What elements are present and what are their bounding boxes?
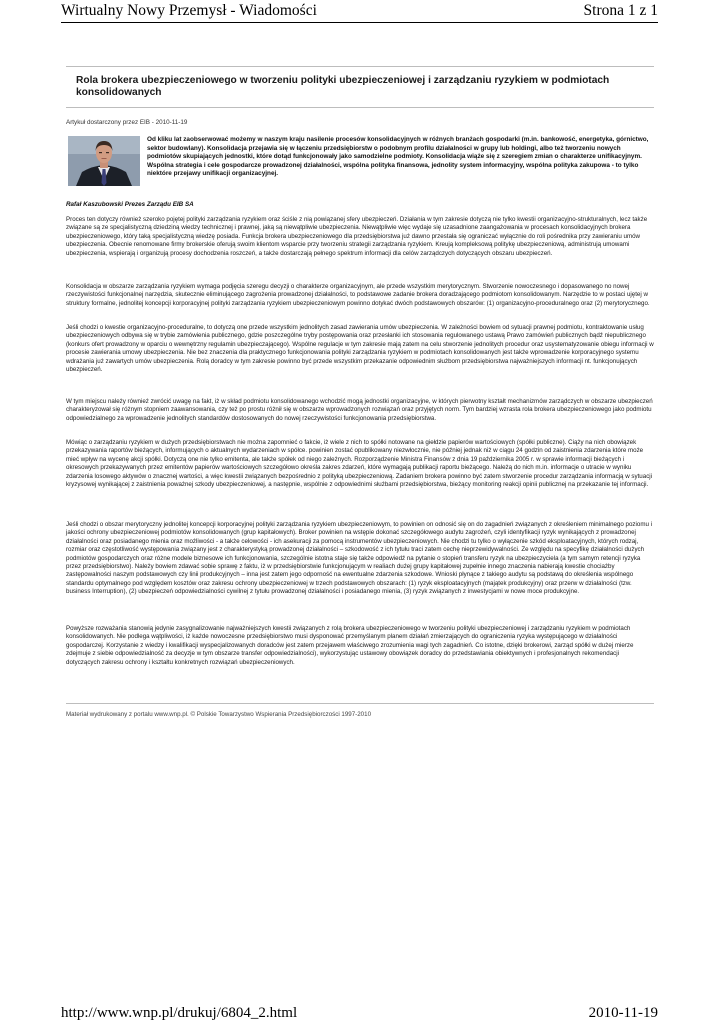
- article-lead: Od kliku lat zaobserwować możemy w naszym kraju nasilenie procesów konsolidacyjnych w różnych branżach gospodarki (m.in. bankowość, energetyka, górnictwo, sektor budowlany). Konsolidacja przejawia się w łączeniu przedsiębiorstw o podobnym profilu działalności w grupy lub holdingi, albo też tworzeniu nowych podmiotów skupiających jednostki, które dotąd funkcjonowały jako samodzielne podmioty. Konsolidacja wiąże się z szeregiem zmian o charakterze unifikacyjnym. Wspólna strategia i cele gospodarcze prowadzonej działalności, wspólna polityka finansowa, jednolity system informacyjny, wspólna polityka zakupowa - to tylko niektóre przejawy unifikacji organizacyjnej.: [147, 136, 649, 178]
- print-date: 2010-11-19: [588, 1005, 658, 1021]
- article-author: Rafał Kaszubowski Prezes Zarządu EIB SA: [66, 201, 194, 208]
- print-header: [61, 2, 658, 22]
- title-bottom-divider: [66, 107, 654, 108]
- article-paragraph-6: Jeśli chodzi o obszar merytoryczny jednolitej koncepcji korporacyjnej polityki zarządzania ryzykiem ubezpieczeniowym, to powinien on odnosić się on do zagadnień związanych z określeniem minimalnego poziomu i jakości ochrony ubezpieczeniowej podmiotów konsolidowanych (grup kapitałowych). Broker powinien na wstępie dokonać szczegółowego audytu zagrożeń, czyli identyfikacji ryzyk wynikających z prowadzonej działalności oraz posiadanego mienia oraz możliwości - a także celowości - ich asekuracji za pomocą instrumentów ubezpieczeniowych. Nie chodzi tu tylko o wyłączenie szkód eksploatacyjnych, których rodzaj, rozmiar oraz częstotliwość występowania związany jest z charakterystyką prowadzonej działalności – szkodowość z ich tytułu traci zatem cechę nieprzewidywalności. Ze względu na specyfikę działalności dużych podmiotów gospodarczych oraz różne modele biznesowe ich funkcjonowania, szczególnie istotna staje się także odpowiedź na pytanie o stopień transferu ryzyk na ubezpieczyciela (a tym samym retencji ryzyka przez przedsiębiorstwo). Należy bowiem zdawać sobie sprawę z faktu, iż w przedsiębiorstwie funkcjonującym w realiach dużej grupy kapitałowej zupełnie innego znaczenia nabierają kwestie chociażby zastępowalności naszym podstawowych czy linii produkcyjnych – inna jest zatem jego odporność na ewentualne zdarzenia szkodowe. Wnioski płynące z takiego audytu są podstawą do określenia wspólnego standardu optymalnego pod względem kosztów oraz zakresu ochrony ubezpieczeniowej w trzech podstawowych obszarach: (1) ryzyk eksploatacyjnych (majątek produkcyjny) oraz przerw w działalności (tzw. business Interruption), (2) ubezpieczeń odpowiedzialności cywilnej z tytułu prowadzonej działalności i posiadanego mienia, (3) ryzyk związanych z inwestycjami w nowe moce produkcyjne.: [66, 521, 653, 596]
- footer-divider: [66, 703, 654, 704]
- article-meta: Artykuł dostarczony przez EIB - 2010-11-19: [66, 119, 188, 126]
- header-divider: [61, 22, 658, 23]
- portrait-icon: [68, 136, 140, 186]
- print-footer-note: Materiał wydrukowany z portalu www.wnp.pl. © Polskie Towarzystwo Wspierania Przedsiębiorczości 1997-2010: [66, 711, 372, 718]
- print-footer: [61, 1005, 658, 1023]
- page-url[interactable]: http://www.wnp.pl/drukuj/6804_2.html: [61, 1005, 298, 1021]
- title-top-divider: [66, 66, 654, 67]
- article-paragraph-1: Proces ten dotyczy również szeroko pojętej polityki zarządzania ryzykiem oraz ściśle z nią powiązanej sfery ubezpieczeń. Działania w tym zakresie dotyczą nie tylko kwestii organizacyjno-strukturalnych, lecz także związane są ze specjalistyczną dziedziną wiedzy technicznej i prawnej, jaką są niewątpliwie ubezpieczenia. Niewątpliwie więc wydaje się uzasadnione zaangażowania w procesach konsolidacyjnych brokera ubezpieczeniowego, który taką specjalistyczną wiedzę posiada. Funkcja brokera ubezpieczeniowego dla przedsiębiorstwa już dawno przestała się ograniczać wyłącznie do roli pośrednika przy zawieraniu umów ubezpieczenia. Obecnie renomowane firmy brokerskie oferują swoim klientom wsparcie przy tworzeniu strategii zarządzania ryzykiem. Kreują kompleksową politykę ubezpieczeniową, administrują umowami ubezpieczenia, wspierają i organizują procesy dochodzenia roszczeń, a także dostarczają pełnego spektrum informacji dla celów zarządczych dotyczących obszaru ubezpieczeń.: [66, 216, 648, 257]
- article-title: Rola brokera ubezpieczeniowego w tworzeniu polityki ubezpieczeniowej i zarządzaniu ryzykiem w podmiotach konsolidowanych: [76, 75, 610, 98]
- article-paragraph-5: Mówiąc o zarządzaniu ryzykiem w dużych przedsiębiorstwach nie można zapomnieć o fakcie, iż wiele z nich to spółki notowane na giełdzie papierów wartościowych (spółki publiczne). Ciąży na nich obowiązek przekazywania raportów bieżących, informujących o aktualnych wydarzeniach w spółce. powinien zostać opublikowany niezwłocznie, nie później jednak niż w ciągu 24 godzin od zaistnienia zdarzenia które może mieć wpływ na wycenę akcji spółki. Dotyczą one nie tylko emitenta, ale także spółek od niego zależnych. Rozporządzenie Ministra Finansów z dnia 19 października 2005 r. w sprawie informacji bieżących i okresowych przekazywanych przez emitentów papierów wartościowych szczegółowo określa zakres zdarzeń, które wymagają publikacji raportu bieżącego. Należą do nich m.in. informacje o utracie w wyniku zdarzenia losowego aktywów o znacznej wartości, a więc kwestii związanych bezpośrednio z polityką ubezpieczeniową. Zadaniem brokera powinno być zatem stworzenie procedur zarządzania informacją w sytuacji kryzysowej wynikającej z zaistnienia poważnej szkody ubezpieczeniowej, a następnie, wspólnie z odpowiednimi służbami przedsiębiorstwa, bieżący monitoring reakcji opinii publicznej na przekazanie tej informacji.: [66, 439, 653, 489]
- author-portrait: [68, 136, 140, 186]
- page-indicator: Strona 1 z 1: [583, 2, 658, 19]
- article-paragraph-4: W tym miejscu należy również zwrócić uwagę na fakt, iż w skład podmiotu konsolidowanego wchodzić mogą jednostki organizacyjne, w których pierwotny kształt mechanizmów zarządczych w obszarze ubezpieczeń charakteryzował się różnym stopniem zaawansowania, czy też po prostu różnił się w obszarze wprowadzonych rozwiązań oraz przyjętych norm. Tym bardziej wzrasta rola brokera ubezpieczeniowego jako podmiotu odpowiedzialnego za wprowadzenie jednolitych standardów dostosowanych do nowej rzeczywistości funkcjonowania przedsiębiorstwa.: [66, 398, 653, 422]
- site-title: Wirtualny Nowy Przemysł - Wiadomości: [61, 2, 317, 19]
- article-paragraph-7: Powyższe rozważania stanowią jedynie zasygnalizowanie najważniejszych kwestii związanych z rolą brokera ubezpieczeniowego w tworzeniu polityki ubezpieczeniowej i zarządzaniu ryzykiem w podmiotach konsolidowanych. Nie podlega wątpliwości, iż każde nowoczesne przedsiębiorstwo musi dysponować przemyślanym planem działań zmierzających do ograniczenia ryzyka występującego w działalności gospodarczej. Korzystanie z wiedzy i kwalifikacji wyspecjalizowanych doradców jest zatem przejawem właściwego zrozumienia wagi tych zagadnień. Co istotne, dzięki brokerowi, zarząd spółki w dużej mierze zdejmuje z siebie odpowiedzialność za decyzje w tym obszarze transfer odpowiedzialności), wykorzystując ustawowy obowiązek doradcy do przedstawiania obiektywnych i profesjonalnych rekomendacji dotyczących zakresu ochrony i kształtu konkretnych rozwiązań ubezpieczeniowych.: [66, 625, 634, 666]
- article-paragraph-2: Konsolidacja w obszarze zarządzania ryzykiem wymaga podjęcia szeregu decyzji o charakterze organizacyjnym, ale przede wszystkim merytorycznym. Stworzenie nowoczesnego i dopasowanego no nowej rzeczywistości funkcjonalnej narzędzia, skutecznie eliminującego zagrożenia prowadzonej działalności, to podstawowe zadanie brokera doradzającego podmiotom konsolidowanym. Narzędzie to w postaci ujętej w struktury formalne, jednolitej koncepcji korporacyjnej polityki zarządzania ryzykiem ubezpieczeniowym powinno dotykać dwóch podstawowych obszarów: (1) organizacyjno-proceduralnego oraz (2) merytorycznego.: [66, 283, 650, 307]
- article-paragraph-3: Jeśli chodzi o kwestie organizacyjno-proceduralne, to dotyczą one przede wszystkim jednolitych zasad zawierania umów ubezpieczenia. W zależności bowiem od sytuacji prawnej podmiotu, kontraktowanie usług ubezpieczeniowych odbywa się w trybie zamówienia publicznego, gdzie poszczególne tryby postępowania oraz przesłanki ich stosowania regulowanego ustawą Prawo zamówień publicznych bądź niepublicznego (konkurs ofert prowadzony w oparciu o wewnętrzny regulamin ubezpieczającego). Wspólne regulacje w tym zakresie mają zatem na celu stworzenie jednolitych procedur oraz usystematyzowanie obiegu informacji w procesie zawierania umowy ubezpieczenia. Nie bez znaczenia dla praktycznego funkcjonowania polityki zarządzania ryzykiem w podmiotach konsolidowanych jest także wprowadzenie korporacyjnego systemu wdrażania już zawartych umów ubezpieczenia. Rolą doradcy w tym zakresie powinno być przede wszystkim przekazanie odpowiednim służbom przedsiębiorstwa najważniejszych informacji nt. funkcjonujących ubezpieczeń.: [66, 324, 654, 374]
